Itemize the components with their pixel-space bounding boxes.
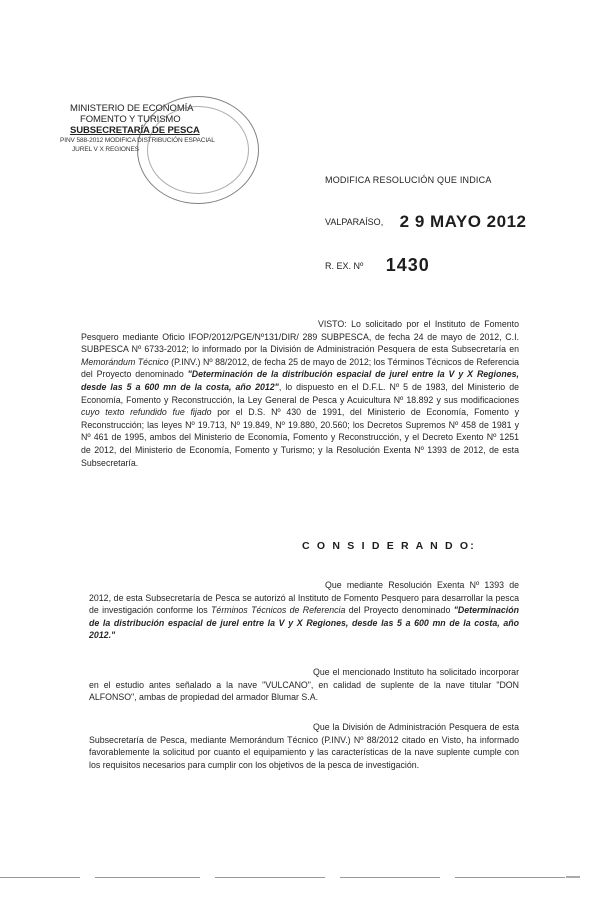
considerando-item: Que la División de Administración Pesquera de esta Subsecretaría de Pesca, mediante Memorándum Técnico (P.INV.) Nº 88/2012 citado en Visto, ha informado favorablemente la solicitud por cuanto el equipamiento y las características de la nave suplente cumple con los requisitos necesarios para cumplir con los objetivos de la pesca de investigación.: [89, 722, 519, 770]
ministry-subname: FOMENTO Y TURISMO: [80, 114, 181, 125]
undersecretariat-name: SUBSECRETARÍA DE PESCA: [70, 125, 200, 136]
considerando-heading: C O N S I D E R A N D O:: [302, 540, 476, 552]
date-stamp: 2 9 MAYO 2012: [399, 212, 527, 231]
resolution-label: R. EX. Nº: [325, 260, 364, 271]
footer-rule: [0, 877, 80, 878]
footer-rule: [95, 877, 200, 878]
considerando-item: Que el mencionado Instituto ha solicitado incorporar en el estudio antes señalado a la nave "VULCANO", en calidad de suplente de la nave titular "DON ALFONSO", ambas de propiedad del armador Blumar S.A.: [89, 667, 519, 703]
file-reference-region: JUREL V X REGIONES: [72, 146, 139, 153]
resolution-number: [325, 255, 430, 276]
resolution-number-value: 1430: [385, 255, 430, 275]
visto-lead: VISTO:: [318, 319, 347, 329]
ministry-name: MINISTERIO DE ECONOMÍA: [70, 103, 194, 114]
considerando-item: Que mediante Resolución Exenta Nº 1393 de 2012, de esta Subsecretaría de Pesca se autorizó al Instituto de Fomento Pesquero para desarrollar la pesca de investigación conforme los Términos Técnicos de Referencia del Proyecto denominado "Determinación de la distribución espacial de jurel entre la V y X Regiones, desde las 5 a 600 mn de la costa, año 2012.": [89, 580, 519, 641]
document-subject: MODIFICA RESOLUCIÓN QUE INDICA: [325, 175, 492, 185]
footer-rule: [340, 877, 440, 878]
place-date: [325, 212, 527, 232]
page-mark: [566, 876, 580, 878]
visto-paragraph: VISTO: Lo solicitado por el Instituto de Fomento Pesquero mediante Oficio IFOP/2012/PGE/Nº131/DIR/ 289 SUBPESCA, de fecha 24 de mayo de 2012, C.I. SUBPESCA Nº 6733-2012; lo informado por la División de Administración Pesquera de esta Subsecretaría en Memorándum Técnico (P.INV.) Nº 88/2012, de fecha 25 de mayo de 2012; los Términos Técnicos de Referencia del Proyecto denominado "Determinación de la distribución espacial de jurel entre la V y X Regiones, desde las 5 a 600 mn de la costa, año 2012", lo dispuesto en el D.F.L. Nº 5 de 1983, del Ministerio de Economía, Fomento y Reconstrucción, la Ley General de Pesca y Acuicultura Nº 18.892 y sus modificaciones cuyo texto refundido fue fijado por el D.S. Nº 430 de 1991, del Ministerio de Economía, Fomento y Reconstrucción; las leyes Nº 19.713, Nº 19.849, Nº 19.880, 20.560; los Decretos Supremos Nº 458 de 1981 y Nº 461 de 1995, ambos del Ministerio de Economía, Fomento y Reconstrucción, y el Decreto Exento Nº 1251 de 2012, del Ministerio de Economía, Fomento y Turismo; y la Resolución Exenta Nº 1393 de 2012, de esta Subsecretaría.: [81, 319, 520, 468]
file-reference: PINV 588-2012 MODIFICA DISTRIBUCIÓN ESPACIAL: [60, 137, 215, 144]
place: VALPARAÍSO,: [325, 217, 384, 227]
official-seal-inner-ring: [147, 106, 249, 194]
footer-rule: [455, 877, 565, 878]
footer-rule: [215, 877, 325, 878]
